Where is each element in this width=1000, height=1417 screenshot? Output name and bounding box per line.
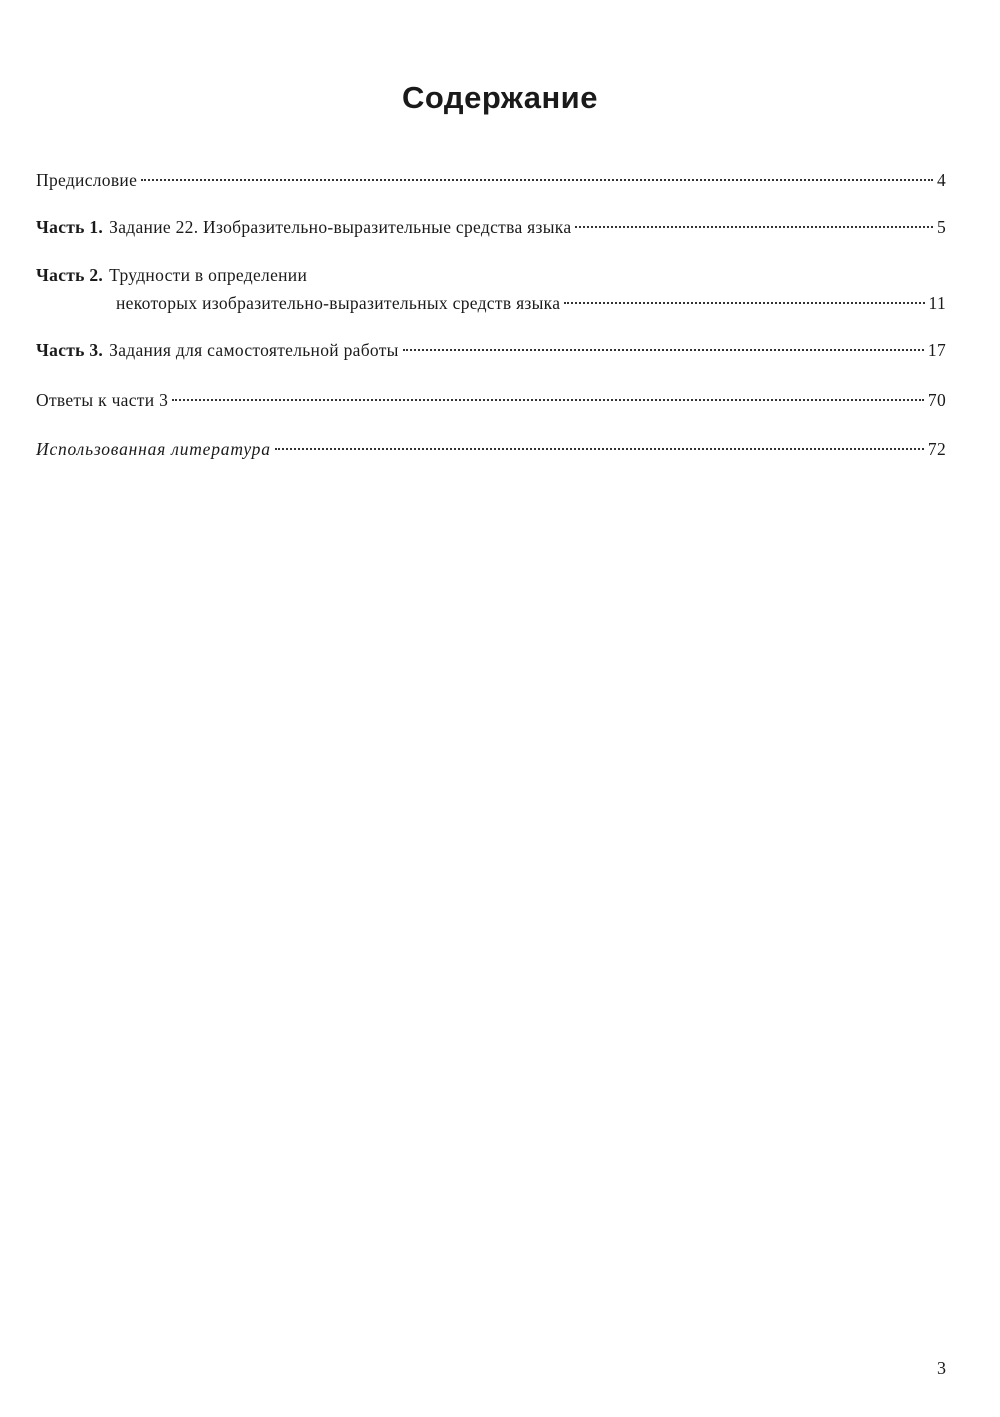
dot-leader: [564, 302, 924, 304]
toc-entry-part-3[interactable]: [36, 336, 946, 364]
page-title: Содержание: [402, 80, 598, 115]
dot-leader: [575, 226, 933, 228]
toc-page-number: 70: [927, 390, 946, 410]
toc-part-label: Часть 2.: [36, 265, 104, 285]
toc-page-number: 11: [928, 293, 946, 313]
toc-entry-title: Использованная литература: [36, 439, 271, 459]
toc-page-number: 5: [936, 217, 946, 237]
dot-leader: [141, 179, 933, 181]
toc-page-number: 17: [927, 340, 946, 360]
dot-leader: [403, 349, 924, 351]
toc-entry-title: Задания для самостоятельной работы: [109, 340, 399, 360]
dot-leader: [275, 448, 924, 450]
toc-entry-answers[interactable]: [36, 386, 946, 414]
toc-part-label: Часть 1.: [36, 217, 104, 237]
toc-entry-references[interactable]: [36, 435, 946, 463]
toc-entry-title: Предисловие: [36, 170, 138, 190]
dot-leader: [172, 399, 924, 401]
toc-entry-part-1[interactable]: [36, 213, 946, 241]
page-number-footer: 3: [937, 1358, 946, 1378]
toc-entry-part-2[interactable]: [36, 261, 946, 317]
toc-page-number: 4: [936, 170, 946, 190]
toc-entry-title: Задание 22. Изобразительно-выразительные средства языка: [109, 217, 572, 237]
toc-part-label: Часть 3.: [36, 340, 104, 360]
toc-entry-title: Трудности в определении: [109, 265, 308, 285]
toc-entry-preface[interactable]: [36, 166, 946, 194]
toc-entry-title: Ответы к части 3: [36, 390, 169, 410]
toc-entry-title-continuation: некоторых изобразительно-выразительных средств языка: [116, 293, 561, 313]
toc-page-number: 72: [927, 439, 946, 459]
